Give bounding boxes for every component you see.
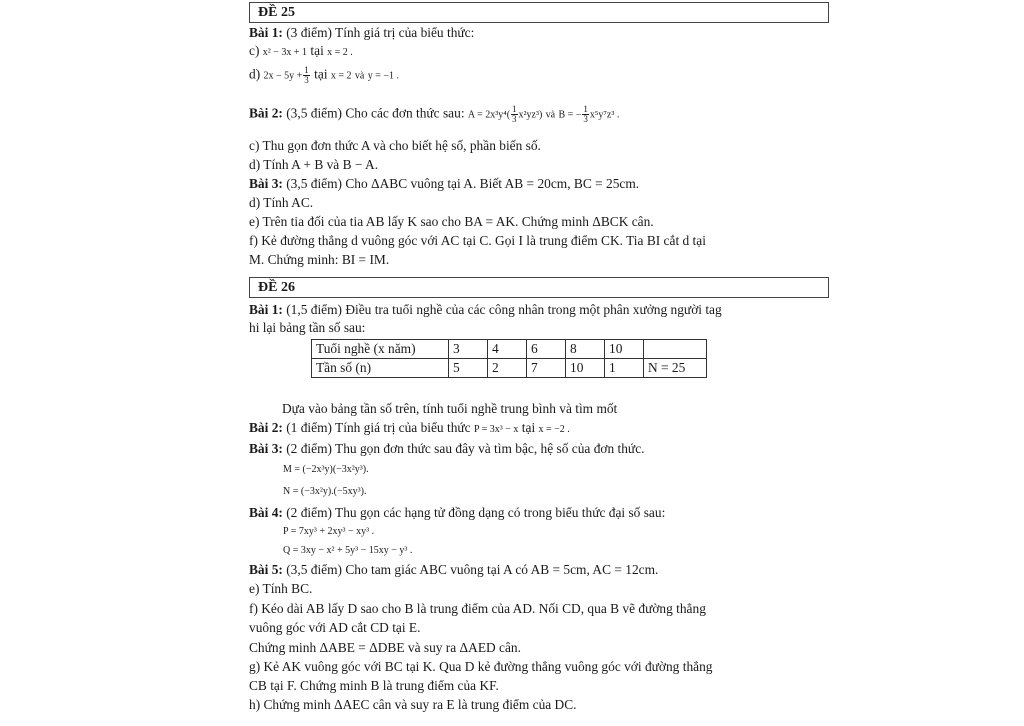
table-cell: 4: [488, 340, 527, 359]
exam-page: [249, 0, 829, 726]
de26-bai5-e: e) Tính BC.: [249, 581, 313, 596]
section-header-de26: [249, 277, 829, 298]
de25-bai3-heading: [249, 176, 639, 192]
de26-bai5-f-line3: Chứng minh ΔABE = ΔDBE và suy ra ΔAED cân.: [249, 640, 521, 655]
de25-bai2-c: c) Thu gọn đơn thức A và cho biết hệ số, phần biến số.: [249, 138, 541, 153]
de25-bai1-c: [249, 43, 353, 61]
problem-label: Bài 1:: [249, 25, 283, 40]
de26-bai1-line2: hi lại bảng tần số sau:: [249, 320, 366, 335]
table-row-label: Tuổi nghề (x năm): [312, 340, 449, 359]
de26-bai5-h: h) Chứng minh ΔAEC cân và suy ra E là trung điểm của DC.: [249, 697, 577, 712]
de25-bai3-e: e) Trên tia đối của tia AB lấy K sao cho BA = AK. Chứng minh ΔBCK cân.: [249, 214, 654, 229]
connector-text: tại: [310, 43, 324, 58]
table-cell: 7: [527, 359, 566, 378]
table-cell: 10: [605, 340, 644, 359]
table-cell: 3: [449, 340, 488, 359]
section-title: ĐỀ 25: [258, 5, 295, 20]
math-expression: x² − 3x + 1: [262, 47, 308, 58]
math-expression: P = 3x³ − x: [473, 424, 519, 435]
problem-text: (1 điểm) Tính giá trị của biểu thức: [282, 420, 471, 435]
de26-bai1-heading: [249, 302, 722, 318]
problem-label: Bài 3:: [249, 441, 283, 456]
problem-text: (3 điểm) Tính giá trị của biểu thức:: [282, 25, 475, 40]
problem-text: (3,5 điểm) Cho tam giác ABC vuông tại A có AB = 5cm, AC = 12cm.: [282, 562, 659, 577]
problem-text: (3,5 điểm) Cho các đơn thức sau:: [282, 105, 465, 121]
de26-bai2-heading: [249, 420, 570, 438]
table-row: [312, 359, 707, 378]
section-header-de25: [249, 2, 829, 23]
item-letter: d): [249, 66, 261, 82]
de25-bai3-d: d) Tính AC.: [249, 195, 314, 210]
math-expression: 2x − 5y +: [263, 70, 303, 82]
de26-bai5-heading: [249, 562, 658, 578]
problem-label: Bài 4:: [249, 505, 283, 520]
section-title: ĐỀ 26: [258, 280, 295, 295]
table-row: [312, 340, 707, 359]
table-cell: 8: [566, 340, 605, 359]
de25-bai1-heading: [249, 25, 474, 41]
frequency-table: [311, 339, 707, 378]
de26-bai3-N: N = (−3x²y).(−5xy³).: [283, 486, 367, 497]
fraction-denominator: 3: [304, 75, 309, 85]
table-cell: 1: [605, 359, 644, 378]
problem-label: Bài 2:: [249, 105, 283, 121]
fraction-denominator: 3: [583, 114, 588, 124]
monomial-B-start: B = −: [558, 109, 582, 121]
de26-bai5-f-line1: f) Kéo dài AB lấy D sao cho B là trung điểm của AD. Nối CD, qua B vẽ đường thẳng: [249, 601, 706, 616]
problem-label: Bài 2:: [249, 420, 283, 435]
table-cell: 6: [527, 340, 566, 359]
fraction-numerator: 1: [512, 104, 517, 114]
table-cell: [644, 340, 707, 359]
problem-label: Bài 5:: [249, 562, 283, 577]
problem-text: (1,5 điểm) Điều tra tuổi nghề của các công nhân trong một phân xưởng người tag: [282, 302, 722, 317]
math-condition: x = −2 .: [538, 424, 570, 435]
table-row-label: Tần số (n): [312, 359, 449, 378]
de26-bai5-f-line2: vuông góc với AD cắt CD tại E.: [249, 620, 421, 635]
fraction: [582, 105, 589, 124]
problem-text: (3,5 điểm) Cho ΔABC vuông tại A. Biết AB = 20cm, BC = 25cm.: [282, 176, 640, 191]
item-letter: c): [249, 43, 260, 58]
de26-bai1-question: Dựa vào bảng tần số trên, tính tuổi nghề trung bình và tìm mốt: [282, 401, 618, 416]
de26-bai3-heading: [249, 441, 645, 457]
de26-bai4-heading: [249, 505, 665, 521]
de26-bai5-g-line2: CB tại F. Chứng minh B là trung điểm của KF.: [249, 678, 499, 693]
connector-text: tại: [521, 420, 536, 435]
problem-text: (2 điểm) Thu gọn các hạng tử đồng dạng có trong biểu thức đại số sau:: [282, 505, 666, 520]
de25-bai1-d: [249, 66, 399, 85]
fraction-numerator: 1: [304, 65, 309, 75]
de25-bai2-heading: [249, 105, 619, 124]
de25-bai2-d: d) Tính A + B và B − A.: [249, 157, 379, 172]
table-cell: 5: [449, 359, 488, 378]
table-cell: 10: [566, 359, 605, 378]
table-cell: N = 25: [644, 359, 707, 378]
problem-label: Bài 1:: [249, 302, 283, 317]
problem-label: Bài 3:: [249, 176, 283, 191]
connector-text: và: [545, 109, 556, 121]
de25-bai3-f-line1: f) Kẻ đường thẳng d vuông góc với AC tại C. Gọi I là trung điểm CK. Tia BI cắt d tại: [249, 233, 706, 248]
fraction: [511, 105, 518, 124]
math-condition: x = 2: [330, 70, 352, 82]
monomial-B-end: x⁵y⁷z³ .: [589, 109, 620, 121]
de26-bai3-M: M = (−2x³y)(−3x²y³).: [283, 464, 369, 475]
monomial-A-start: A = 2x³y⁴(: [467, 109, 511, 121]
de26-bai4-Q: Q = 3xy − x² + 5y³ − 15xy − y³ .: [283, 545, 413, 556]
math-condition: y = −1 .: [367, 70, 399, 82]
table-cell: 2: [488, 359, 527, 378]
fraction-denominator: 3: [512, 114, 517, 124]
math-condition: x = 2 .: [327, 47, 353, 58]
connector-text: và: [354, 70, 365, 82]
de26-bai4-P: P = 7xy³ + 2xy³ − xy³ .: [283, 526, 375, 537]
de26-bai5-g-line1: g) Kẻ AK vuông góc với BC tại K. Qua D kẻ đường thẳng vuông góc với đường thẳng: [249, 659, 713, 674]
connector-text: tại: [314, 66, 328, 82]
monomial-A-end: x²yz³): [518, 109, 543, 121]
problem-text: (2 điểm) Thu gọn đơn thức sau đây và tìm bậc, hệ số của đơn thức.: [282, 441, 645, 456]
fraction-numerator: 1: [583, 104, 588, 114]
fraction: [303, 66, 310, 85]
de25-bai3-f-line2: M. Chứng minh: BI = IM.: [249, 252, 390, 267]
